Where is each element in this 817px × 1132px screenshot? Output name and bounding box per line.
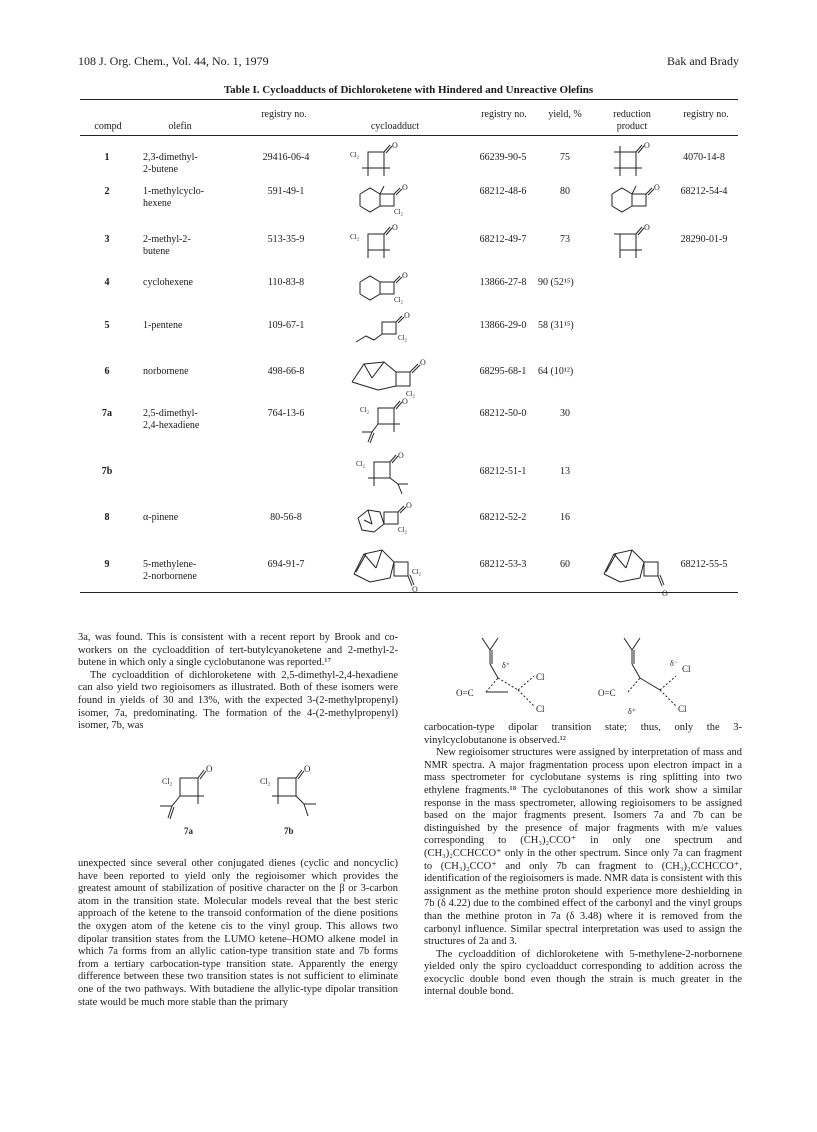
col-cycloadduct: cycloadduct bbox=[370, 121, 420, 132]
chlorine-label: Cl₂ bbox=[398, 334, 408, 342]
row-3-yield: 73 bbox=[560, 234, 570, 245]
chlorine-label: Cl₂ bbox=[350, 151, 360, 159]
chlorine-label: Cl₂ bbox=[406, 390, 416, 398]
row-5-compd: 5 bbox=[104, 320, 110, 331]
left-column-bottom bbox=[78, 858, 398, 1009]
row-7a-registry: 764-13-6 bbox=[267, 408, 305, 419]
col-olefin: olefin bbox=[168, 121, 192, 132]
transition-state-7a bbox=[452, 634, 572, 724]
delta-minus-label: δ⁻ bbox=[670, 659, 678, 668]
row-6-compd: 6 bbox=[104, 366, 110, 377]
oxygen-label: O bbox=[398, 451, 404, 460]
col-registry-3: registry no. bbox=[683, 109, 729, 120]
oxygen-label: O bbox=[304, 764, 311, 774]
row-6-olefin: norbornene bbox=[143, 366, 189, 377]
row-4-yield: 90 (52¹⁵) bbox=[538, 277, 574, 288]
row-5-adduct-registry: 13866-29-0 bbox=[479, 320, 527, 331]
row-1-yield: 75 bbox=[560, 152, 570, 163]
row-7a-adduct-registry: 68212-50-0 bbox=[479, 408, 527, 419]
row-9-reduction-registry: 68212-55-5 bbox=[680, 559, 728, 570]
oxygen-label: O bbox=[402, 271, 408, 280]
oxygen-label: O bbox=[406, 501, 412, 510]
row-1-registry: 29416-06-4 bbox=[262, 152, 310, 163]
row-1-compd: 1 bbox=[104, 152, 110, 163]
row-4-adduct-registry: 13866-27-8 bbox=[479, 277, 527, 288]
cycloadduct-8-structure bbox=[352, 498, 422, 544]
row-2-yield: 80 bbox=[560, 186, 570, 197]
oxygen-label: O bbox=[392, 141, 398, 150]
chlorine-label: Cl bbox=[682, 664, 691, 674]
chlorine-label: Cl₂ bbox=[394, 296, 404, 304]
row-5-olefin: 1-pentene bbox=[143, 320, 183, 331]
oxygen-label: O bbox=[412, 585, 418, 592]
row-4-registry: 110-83-8 bbox=[267, 277, 305, 288]
row-9-compd: 9 bbox=[104, 559, 110, 570]
delta-plus-label: δ⁺ bbox=[628, 707, 636, 716]
chlorine-label: Cl₂ bbox=[412, 568, 422, 576]
row-2-olefin: 1-methylcyclo- hexene bbox=[143, 186, 205, 209]
oxygen-label: O bbox=[392, 223, 398, 232]
row-1-adduct-registry: 66239-90-5 bbox=[479, 152, 527, 163]
row-2-registry: 591-49-1 bbox=[267, 186, 305, 197]
row-3-olefin: 2-methyl-2- butene bbox=[143, 234, 191, 257]
isomer-7a-label: 7a bbox=[184, 826, 193, 836]
running-header-left: 108 J. Org. Chem., Vol. 44, No. 1, 1979 bbox=[78, 54, 269, 68]
col-registry-2: registry no. bbox=[481, 109, 527, 120]
table-title: Table I. Cycloadducts of Dichloroketene with Hindered and Unreactive Olefins bbox=[223, 84, 594, 96]
row-7a-yield: 30 bbox=[560, 408, 570, 419]
chlorine-label: Cl bbox=[678, 704, 687, 714]
col-yield: yield, % bbox=[548, 109, 582, 120]
reduction-9-structure bbox=[600, 540, 680, 600]
row-8-compd: 8 bbox=[104, 512, 110, 523]
cycloadduct-2-structure bbox=[352, 178, 418, 222]
row-6-adduct-registry: 68295-68-1 bbox=[479, 366, 527, 377]
col-reduction: reduction product bbox=[613, 109, 651, 132]
row-5-registry: 109-67-1 bbox=[267, 320, 305, 331]
running-header-right: Bak and Brady bbox=[667, 54, 739, 68]
oxygen-label: O bbox=[644, 223, 650, 232]
oxygen-label: O bbox=[402, 183, 408, 192]
row-8-yield: 16 bbox=[560, 512, 570, 523]
right-paragraph-2: New regioisomer structures were assigned by interpretation of mass and NMR spectra. A major fragmentation process upon electron impact in a mass spectrometer for cyclobutane systems is ring splitting into two ethylene fragments.¹⁸ The cyclobutanones of this work show a similar response in the mass spectrometer, allowing regioisomers to be assigned based on the major fragments present. Isomers 7a and 7b can be distinguished by the presence of major fragments with m/e values corresponding to (CH₃)₂CCO⁺ in only one spectrum and (CH₃)₂CCHCCO⁺ only in the other spectrum. Since only 7a can fragment to (CH₃)₂CCO⁺ and only 7b can fragment to (CH₃)₂CCHCCO⁺, identification of the regioisomers is made. NMR data is consistent with this assignment as the methine proton should experience more deshielding in 7b (δ 4.22) due to the combined effect of the carbonyl and the vinyl groups than the methine proton in 7a (δ 3.48) where it is removed from the carbonyl influence. Similar spectral interpretation was used to assign the structures of 2a and 3. bbox=[424, 747, 742, 948]
col-compd: compd bbox=[94, 121, 122, 132]
row-7a-olefin: 2,5-dimethyl- 2,4-hexadiene bbox=[143, 408, 200, 431]
row-5-yield: 58 (31¹⁵) bbox=[538, 320, 574, 331]
row-2-adduct-registry: 68212-48-6 bbox=[479, 186, 527, 197]
isomer-7a-structure bbox=[150, 762, 230, 838]
col-registry-1: registry no. bbox=[261, 109, 307, 120]
right-paragraph-3: The cycloaddition of dichloroketene with 5-methylene-2-norbornene yielded only the spiro cycloadduct corresponding to addition across the exocyclic double bond even though the strain is much greater in the internal double bond. bbox=[424, 948, 742, 998]
row-1-reduction-registry: 4070-14-8 bbox=[683, 152, 725, 163]
left-paragraph-2: The cycloaddition of dichloroketene with 2,5-dimethyl-2,4-hexadiene can also yield two regioisomers as illustrated. Both of these isomers were found in yields of 30 and 13%, with the expected 3-(2-methylpropenyl) isomer, 7a, predominating. The formation of the 4-(2-methylpropenyl) isomer, 7b, was bbox=[78, 669, 398, 732]
reduction-1-structure bbox=[600, 140, 660, 182]
reduction-3-structure bbox=[600, 222, 660, 264]
cycloadduct-5-structure bbox=[352, 306, 422, 350]
oxygen-label: O bbox=[206, 764, 213, 774]
row-9-adduct-registry: 68212-53-3 bbox=[479, 559, 527, 570]
cycloadduct-4-structure bbox=[352, 266, 418, 310]
chlorine-label: Cl₂ bbox=[360, 406, 370, 414]
right-column bbox=[424, 722, 742, 999]
chlorine-label: Cl₂ bbox=[350, 233, 360, 241]
table-rule-top bbox=[80, 99, 738, 100]
right-paragraph-1: carbocation-type dipolar transition state; thus, only the 3-vinylcyclobutanone is observed.¹² bbox=[424, 722, 742, 746]
chlorine-label: Cl₂ bbox=[356, 460, 366, 468]
chlorine-label: Cl₂ bbox=[260, 777, 271, 786]
isomer-7b-structure bbox=[254, 762, 334, 838]
row-8-olefin: α-pinene bbox=[143, 512, 179, 523]
row-3-registry: 513-35-9 bbox=[267, 234, 305, 245]
row-7b-compd: 7b bbox=[101, 466, 113, 477]
row-9-registry: 694-91-7 bbox=[267, 559, 305, 570]
cycloadduct-9-structure bbox=[350, 540, 440, 592]
oxygen-label: O bbox=[662, 589, 668, 598]
cycloadduct-6-structure bbox=[348, 352, 438, 398]
left-paragraph-1: 3a, was found. This is consistent with a recent report by Brook and co-workers on the cycloaddition of tert-butylcyanoketene and 2-methyl-2-butene in which only a single cyclobutanone was reported.¹⁷ bbox=[78, 632, 398, 669]
table-rule-header bbox=[80, 135, 738, 136]
row-9-olefin: 5-methylene- 2-norbornene bbox=[143, 559, 197, 582]
oxygen-label: O bbox=[644, 141, 650, 150]
row-9-yield: 60 bbox=[560, 559, 570, 570]
row-2-compd: 2 bbox=[104, 186, 110, 197]
row-7a-compd: 7a bbox=[102, 408, 112, 419]
oxygen-label: O bbox=[654, 183, 660, 192]
row-4-olefin: cyclohexene bbox=[143, 277, 193, 288]
row-3-compd: 3 bbox=[104, 234, 110, 245]
oxygen-label: O bbox=[402, 397, 408, 406]
reduction-2-structure bbox=[604, 178, 670, 222]
row-7b-adduct-registry: 68212-51-1 bbox=[479, 466, 527, 477]
row-8-registry: 80-56-8 bbox=[270, 512, 302, 523]
row-3-reduction-registry: 28290-01-9 bbox=[680, 234, 728, 245]
carbonyl-label: O=C bbox=[456, 688, 474, 698]
transition-state-7b bbox=[594, 634, 714, 724]
chlorine-label: Cl₂ bbox=[162, 777, 173, 786]
chlorine-label: Cl bbox=[536, 704, 545, 714]
oxygen-label: O bbox=[404, 311, 410, 320]
isomer-7b-label: 7b bbox=[284, 826, 294, 836]
cycloadduct-1-structure bbox=[348, 140, 408, 182]
carbonyl-label: O=C bbox=[598, 688, 616, 698]
left-paragraph-3: unexpected since several other conjugated dienes (cyclic and noncyclic) have been reported to yield only the regioisomer which provides the greatest amount of stabilization of positive character on the β or 3-carbon atom in the transition state. Molecular models reveal that the best steric approach of the ketene to the transoid conformation of the diene positions the oxygen atom of the ketene cis to the vinyl group. This allows two dipolar transition states from the LUMO ketene–HOMO alkene model in which 7a forms from an allylic cation-type transition state and 7b forms from a tertiary carbocation-type transition state. Apparently the energy difference between these two transition states is not sufficient to eliminate one of the two pathways. With butadiene the allylic-type dipolar transition state would be much more stable than the primary bbox=[78, 858, 398, 1008]
row-2-reduction-registry: 68212-54-4 bbox=[680, 186, 728, 197]
row-3-adduct-registry: 68212-49-7 bbox=[479, 234, 527, 245]
chlorine-label: Cl bbox=[536, 672, 545, 682]
cycloadduct-7a-structure bbox=[352, 396, 422, 452]
left-column-top bbox=[78, 632, 398, 733]
row-1-olefin: 2,3-dimethyl- 2-butene bbox=[143, 152, 198, 175]
chlorine-label: Cl₂ bbox=[398, 526, 408, 534]
delta-plus-label: δ⁺ bbox=[502, 661, 510, 670]
row-6-registry: 498-66-8 bbox=[267, 366, 305, 377]
row-6-yield: 64 (10¹²) bbox=[538, 366, 574, 377]
cycloadduct-3-structure bbox=[348, 222, 408, 264]
chlorine-label: Cl₂ bbox=[394, 208, 404, 216]
row-4-compd: 4 bbox=[104, 277, 110, 288]
row-7b-yield: 13 bbox=[560, 466, 570, 477]
oxygen-label: O bbox=[420, 358, 426, 367]
row-8-adduct-registry: 68212-52-2 bbox=[479, 512, 527, 523]
